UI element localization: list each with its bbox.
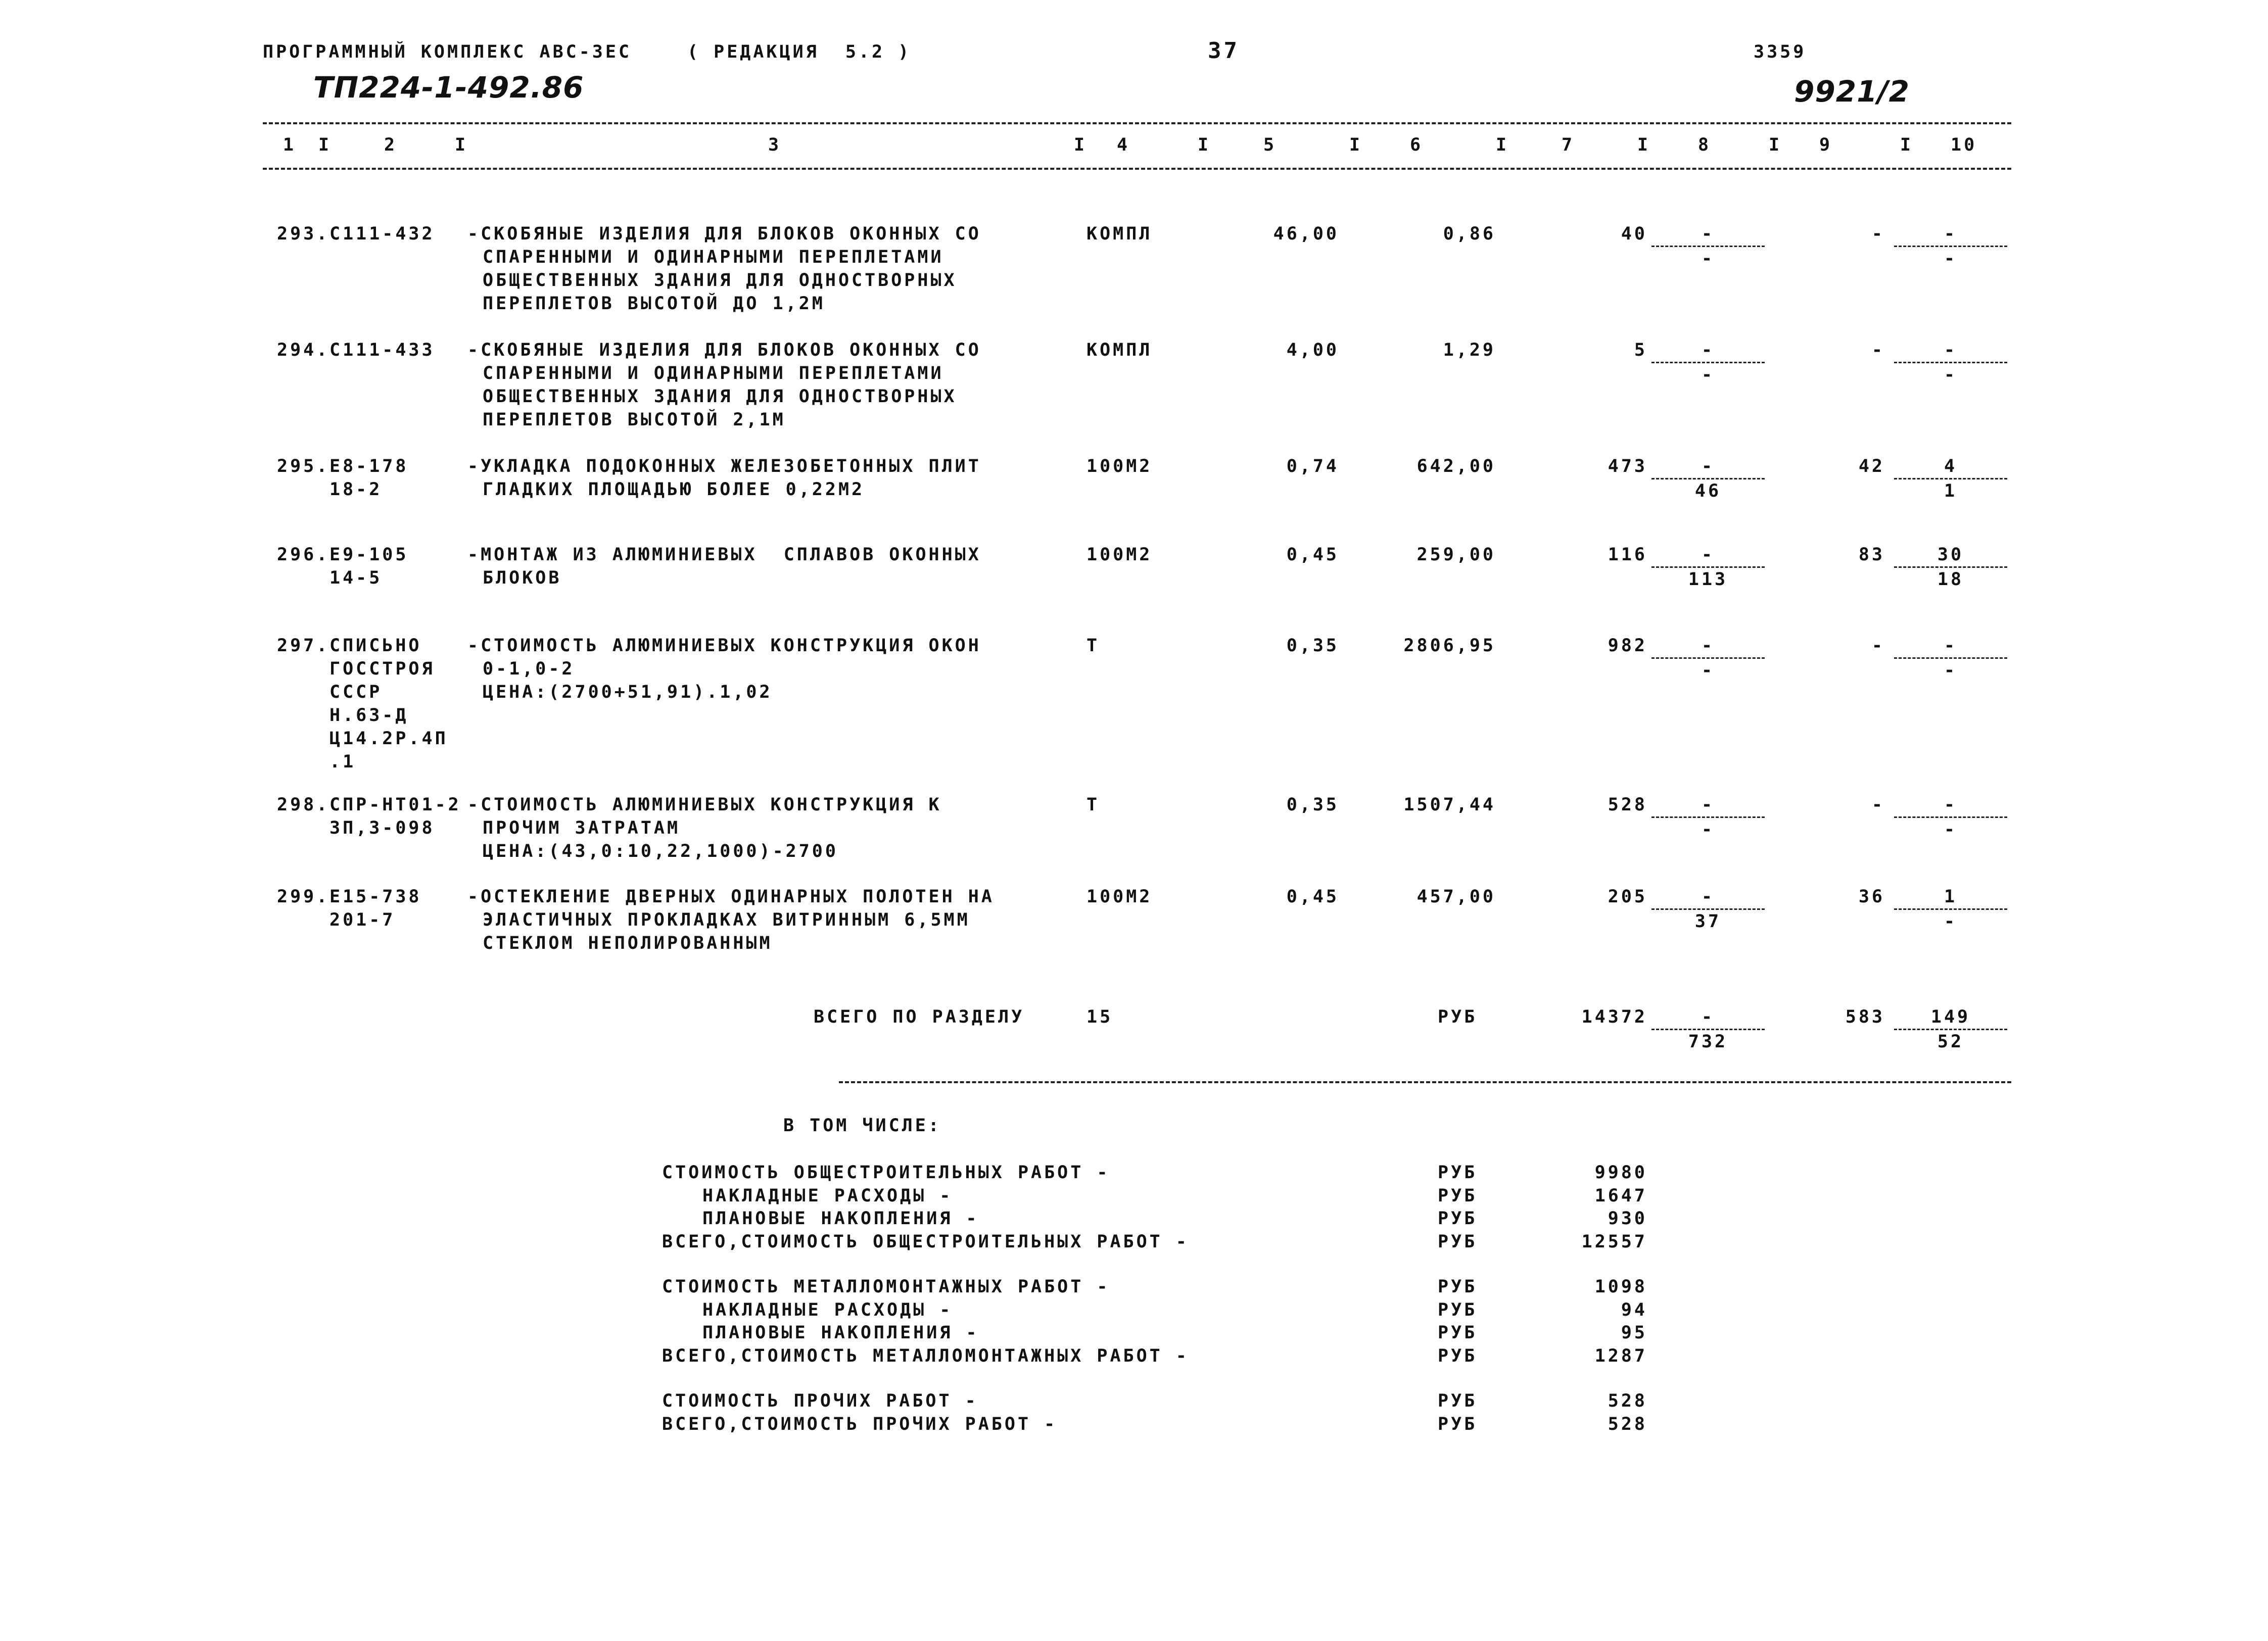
column-separator: I [1769,135,1782,155]
row-col8-top: - [1701,456,1715,476]
row-col10 [1890,339,2011,387]
row-code: Е8-178 [329,456,409,476]
row-col8-top: - [1701,224,1715,244]
row-col8 [1647,793,1769,841]
row-number: 296. [277,545,330,565]
summary-label: ПЛАНОВЫЕ НАКОПЛЕНИЯ - [702,1323,979,1343]
row-unit: КОМПЛ [1086,224,1153,244]
row-col9: - [1871,795,1885,815]
row-col8 [1647,543,1769,591]
row-col10-bottom: 18 [1937,569,1964,590]
row-number: 297. [277,636,330,656]
row-col10 [1890,222,2011,270]
row-description: ОБЩЕСТВЕННЫХ ЗДАНИЯ ДЛЯ ОДНОСТВОРНЫХ [483,387,957,407]
row-col9: 83 [1858,545,1885,565]
document-code: 3359 [1754,42,1807,62]
row-number: 295. [277,456,330,476]
column-number: 5 [1263,135,1277,155]
summary-unit: РУБ [1438,1391,1478,1411]
top-rule [263,122,2011,124]
total-unit: РУБ [1438,1007,1478,1027]
row-col10-top: - [1944,636,1958,656]
row-description: -СКОБЯНЫЕ ИЗДЕЛИЯ ДЛЯ БЛОКОВ ОКОННЫХ СО [467,340,981,360]
row-code: СССР [329,682,383,702]
row-code: 18-2 [329,479,383,500]
column-number: 8 [1698,135,1712,155]
column-separator: I [1349,135,1363,155]
row-unit-price: 0,86 [1443,224,1496,244]
row-unit: КОМПЛ [1086,340,1153,360]
row-col8-top: - [1701,636,1715,656]
row-col10 [1890,793,2011,841]
row-col8-bottom: 113 [1688,569,1728,590]
row-unit-price: 457,00 [1416,887,1496,907]
row-quantity: 4,00 [1286,340,1339,360]
row-col8-bottom: 46 [1694,481,1722,501]
row-code: 14-5 [329,568,383,588]
column-separator: I [318,135,332,155]
column-number: 4 [1117,135,1130,155]
summary-value: 1647 [1594,1185,1647,1206]
row-quantity: 0,74 [1286,456,1339,476]
row-number: 299. [277,887,330,907]
row-description: -СТОИМОСТЬ АЛЮМИНИЕВЫХ КОНСТРУКЦИЯ К [467,795,942,815]
summary-value: 528 [1608,1391,1647,1411]
row-col9: 42 [1858,456,1885,476]
row-total: 5 [1634,340,1647,360]
row-code: 201-7 [329,910,396,930]
row-code: 3П,3-098 [329,818,435,838]
row-col10-top: 1 [1944,887,1958,907]
row-code: Н.63-Д [329,705,409,726]
summary-unit: РУБ [1438,1163,1478,1183]
row-unit: 100М2 [1086,456,1153,476]
row-description: ЭЛАСТИЧНЫХ ПРОКЛАДКАХ ВИТРИННЫМ 6,5ММ [483,910,970,930]
row-col10-top: 4 [1944,456,1958,476]
row-col8-top: - [1701,340,1715,360]
row-col9: - [1871,224,1885,244]
row-description: -СТОИМОСТЬ АЛЮМИНИЕВЫХ КОНСТРУКЦИЯ ОКОН [467,636,981,656]
summary-value: 9980 [1594,1163,1647,1183]
row-description: -СКОБЯНЫЕ ИЗДЕЛИЯ ДЛЯ БЛОКОВ ОКОННЫХ СО [467,224,981,244]
row-col10 [1890,634,2011,682]
row-total: 982 [1608,636,1647,656]
row-code: СПИСЬНО [329,636,422,656]
row-unit: 100М2 [1086,887,1153,907]
row-code: СПР-НТ01-2 [329,795,461,815]
summary-label: СТОИМОСТЬ ОБЩЕСТРОИТЕЛЬНЫХ РАБОТ - [662,1163,1110,1183]
row-col10-bottom: - [1944,660,1958,681]
total-value: 14372 [1581,1007,1647,1027]
row-code: Ц14.2Р.4П [329,729,448,749]
total-col10-bottom: 52 [1937,1032,1964,1052]
summary-unit: РУБ [1438,1277,1478,1297]
column-separator: I [455,135,468,155]
column-number: 3 [768,135,782,155]
row-description: -УКЛАДКА ПОДОКОННЫХ ЖЕЛЕЗОБЕТОННЫХ ПЛИТ [467,456,981,476]
summary-unit: РУБ [1438,1185,1478,1206]
row-col8-bottom: - [1701,365,1715,385]
summary-value: 12557 [1581,1231,1647,1252]
row-code: Е15-738 [329,887,422,907]
row-col10-top: - [1944,795,1958,815]
summary-label: НАКЛАДНЫЕ РАСХОДЫ - [702,1299,953,1320]
total-section: 15 [1086,1007,1113,1027]
row-description: СПАРЕННЫМИ И ОДИНАРНЫМИ ПЕРЕПЛЕТАМИ [483,363,944,383]
row-col8-top: - [1701,545,1715,565]
row-col10 [1890,455,2011,503]
row-description: ОБЩЕСТВЕННЫХ ЗДАНИЯ ДЛЯ ОДНОСТВОРНЫХ [483,270,957,291]
row-quantity: 0,45 [1286,887,1339,907]
column-number: 7 [1562,135,1575,155]
including-label: В ТОМ ЧИСЛЕ: [783,1116,941,1136]
summary-value: 95 [1621,1323,1647,1343]
row-col9: - [1871,340,1885,360]
row-description: СПАРЕННЫМИ И ОДИНАРНЫМИ ПЕРЕПЛЕТАМИ [483,247,944,267]
row-col10 [1890,543,2011,591]
column-separator: I [1496,135,1509,155]
summary-label: ВСЕГО,СТОИМОСТЬ ПРОЧИХ РАБОТ - [662,1414,1058,1434]
row-col10-bottom: - [1944,819,1958,840]
summary-label: СТОИМОСТЬ МЕТАЛЛОМОНТАЖНЫХ РАБОТ - [662,1277,1110,1297]
row-code: .1 [329,752,356,772]
row-col8 [1647,634,1769,682]
row-col10-top: 30 [1937,545,1964,565]
row-unit-price: 2806,95 [1403,636,1496,656]
row-description: ГЛАДКИХ ПЛОЩАДЬЮ БОЛЕЕ 0,22М2 [483,479,865,500]
summary-label: ВСЕГО,СТОИМОСТЬ МЕТАЛЛОМОНТАЖНЫХ РАБОТ - [662,1345,1189,1366]
column-number: 6 [1410,135,1424,155]
row-col10 [1890,885,2011,933]
row-description: 0-1,0-2 [483,659,575,679]
column-separator: I [1637,135,1651,155]
summary-value: 930 [1608,1209,1647,1229]
total-label: ВСЕГО ПО РАЗДЕЛУ [814,1007,1025,1027]
row-quantity: 0,35 [1286,636,1339,656]
row-number: 293. [277,224,330,244]
row-quantity: 46,00 [1273,224,1339,244]
summary-label: СТОИМОСТЬ ПРОЧИХ РАБОТ - [662,1391,978,1411]
total-col8 [1647,1005,1769,1053]
row-unit: 100М2 [1086,545,1153,565]
summary-value: 94 [1621,1299,1647,1320]
edition-label: ( РЕДАКЦИЯ 5.2 ) [687,42,912,62]
summary-value: 1287 [1594,1345,1647,1366]
row-quantity: 0,45 [1286,545,1339,565]
row-quantity: 0,35 [1286,795,1339,815]
row-col8 [1647,339,1769,387]
row-description: -МОНТАЖ ИЗ АЛЮМИНИЕВЫХ СПЛАВОВ ОКОННЫХ [467,545,981,565]
row-total: 528 [1608,795,1647,815]
row-col8-bottom: - [1701,660,1715,681]
row-description: ЦЕНА:(2700+51,91).1,02 [483,682,773,702]
row-col8 [1647,222,1769,270]
row-total: 116 [1608,545,1647,565]
row-description: БЛОКОВ [483,568,562,588]
row-total: 205 [1608,887,1647,907]
row-description: СТЕКЛОМ НЕПОЛИРОВАННЫМ [483,933,773,953]
summary-label: ПЛАНОВЫЕ НАКОПЛЕНИЯ - [702,1209,979,1229]
row-col8-bottom: - [1701,819,1715,840]
column-separator: I [1198,135,1211,155]
row-code: Е9-105 [329,545,409,565]
row-description: ПРОЧИМ ЗАТРАТАМ [483,818,681,838]
row-col10-bottom: - [1944,249,1958,269]
row-col9: - [1871,636,1885,656]
row-number: 294. [277,340,330,360]
row-col10-bottom: - [1944,365,1958,385]
row-unit: Т [1086,795,1100,815]
summary-unit: РУБ [1438,1345,1478,1366]
total-col8-bottom: 732 [1688,1032,1728,1052]
row-total: 40 [1621,224,1647,244]
column-number: 9 [1819,135,1833,155]
row-total: 473 [1608,456,1647,476]
total-rule [839,1081,2011,1083]
total-col9: 583 [1845,1007,1885,1027]
program-title: ПРОГРАММНЫЙ КОМПЛЕКС АВС-3ЕС [263,42,632,62]
row-code: С111-432 [329,224,435,244]
summary-value: 1098 [1594,1277,1647,1297]
row-col10-bottom: - [1944,911,1958,932]
sheet-number: 9921/2 [1794,74,1910,109]
summary-label: НАКЛАДНЫЕ РАСХОДЫ - [702,1185,953,1206]
row-unit-price: 259,00 [1416,545,1496,565]
row-col8-top: - [1701,795,1715,815]
row-col8 [1647,455,1769,503]
summary-unit: РУБ [1438,1209,1478,1229]
row-col8-top: - [1701,887,1715,907]
summary-label: ВСЕГО,СТОИМОСТЬ ОБЩЕСТРОИТЕЛЬНЫХ РАБОТ - [662,1231,1189,1252]
row-col8 [1647,885,1769,933]
summary-unit: РУБ [1438,1323,1478,1343]
page-number: 37 [1208,38,1240,64]
column-number: 1 [283,135,297,155]
column-separator: I [1900,135,1914,155]
column-separator: I [1074,135,1088,155]
column-number: 10 [1951,135,1977,155]
summary-unit: РУБ [1438,1414,1478,1434]
total-col8-top: - [1701,1007,1715,1027]
row-unit-price: 642,00 [1416,456,1496,476]
document-id: ТП224-1-492.86 [313,70,584,105]
row-unit-price: 1507,44 [1403,795,1496,815]
total-col10-top: 149 [1930,1007,1971,1027]
row-col10-bottom: 1 [1944,481,1958,501]
row-description: -ОСТЕКЛЕНИЕ ДВЕРНЫХ ОДИНАРНЫХ ПОЛОТЕН НА [467,887,995,907]
row-code: ГОССТРОЯ [329,659,435,679]
row-unit: Т [1086,636,1100,656]
row-description: ПЕРЕПЛЕТОВ ВЫСОТОЙ ДО 1,2М [483,294,825,314]
row-description: ЦЕНА:(43,0:10,22,1000)-2700 [483,841,838,861]
summary-unit: РУБ [1438,1299,1478,1320]
row-col8-bottom: - [1701,249,1715,269]
row-code: С111-433 [329,340,435,360]
row-col10-top: - [1944,340,1958,360]
row-col8-bottom: 37 [1694,911,1722,932]
row-number: 298. [277,795,330,815]
row-description: ПЕРЕПЛЕТОВ ВЫСОТОЙ 2,1М [483,410,786,430]
row-unit-price: 1,29 [1443,340,1496,360]
total-col10 [1890,1005,2011,1053]
summary-unit: РУБ [1438,1231,1478,1252]
summary-value: 528 [1608,1414,1647,1434]
header-rule [263,168,2011,170]
column-number: 2 [384,135,398,155]
row-col9: 36 [1858,887,1885,907]
row-col10-top: - [1944,224,1958,244]
